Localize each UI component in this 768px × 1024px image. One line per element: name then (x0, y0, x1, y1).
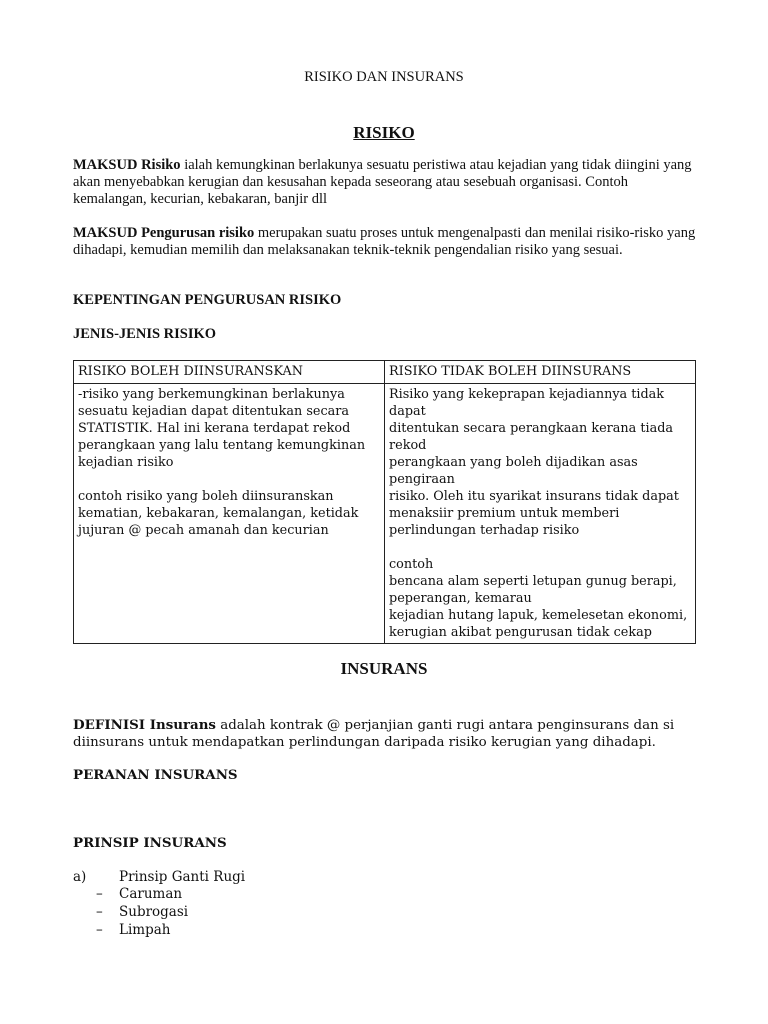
risk-table (73, 360, 696, 644)
text-line: perangkaan yang lalu tentang kemungkinan (78, 438, 366, 453)
text-line: perangkaan yang boleh dijadikan asas pengiraan (389, 455, 638, 487)
text-line: sesuatu kejadian dapat ditentukan secara (78, 404, 350, 419)
dash-marker: – (96, 886, 103, 902)
definisi-paragraph (73, 717, 703, 751)
text-line: Risiko yang kekeprapan kejadiannya tidak dapat (389, 387, 665, 419)
definisi-label: DEFINISI Insurans (73, 717, 216, 733)
dash-marker: – (96, 922, 103, 938)
text-line: risiko. Oleh itu syarikat insurans tidak dapat (389, 489, 679, 504)
maksud-risiko-text: ialah kemungkinan berlakunya sesuatu peristiwa atau kejadian yang tidak diingini yang akan menyebabkan kerugian dan kesusahan kepada seseorang atau sesebuah organisasi. Contoh kemalangan, kecurian, kebakaran, banjir dll (73, 157, 692, 207)
maksud-risiko-paragraph (73, 157, 703, 208)
insurable-description (78, 386, 380, 471)
risk-table-header-uninsurable: RISIKO TIDAK BOLEH DIINSURANS (385, 361, 696, 384)
insurable-cell (74, 384, 385, 644)
text-line: kejadian risiko (78, 455, 174, 470)
maksud-risiko-label: MAKSUD Risiko (73, 157, 181, 173)
risk-table-body-row (74, 384, 696, 644)
text-line: peperangan, kemarau (389, 591, 532, 606)
peranan-heading: PERANAN INSURANS (73, 767, 238, 783)
list-item-prinsip-ganti-rugi: Prinsip Ganti Rugi (119, 869, 246, 885)
maksud-pengurusan-label: MAKSUD Pengurusan risiko (73, 225, 255, 241)
insurable-examples (78, 488, 380, 539)
text-line: contoh risiko yang boleh diinsuranskan (78, 489, 334, 504)
risk-table-header-row (74, 361, 696, 384)
text-line: bencana alam seperti letupan gunug berapi, (389, 574, 677, 589)
kepentingan-heading: KEPENTINGAN PENGURUSAN RISIKO (73, 292, 342, 308)
risk-table-header-insurable: RISIKO BOLEH DIINSURANSKAN (74, 361, 385, 384)
definisi-text: adalah kontrak @ perjanjian ganti rugi antara penginsurans dan si diinsurans untuk mendapatkan perlindungan daripada risiko kerugian yang dihadapi. (73, 718, 675, 750)
uninsurable-cell (385, 384, 696, 644)
dash-marker: – (96, 904, 103, 920)
text-line: contoh (389, 557, 434, 572)
insurans-heading: INSURANS (340, 659, 428, 678)
prinsip-heading: PRINSIP INSURANS (73, 835, 227, 851)
uninsurable-description (389, 386, 691, 539)
text-line: perlindungan terhadap risiko (389, 523, 580, 538)
uninsurable-examples (389, 556, 691, 641)
text-line: kerugian akibat pengurusan tidak cekap (389, 625, 652, 640)
maksud-pengurusan-text: merupakan suatu proses untuk mengenalpasti dan menilai risiko-risko yang dihadapi, kemudian memilih dan melaksanakan teknik-teknik pengendalian risiko yang sesuai. (73, 225, 696, 258)
text-line: ditentukan secara perangkaan kerana tiada rekod (389, 421, 674, 453)
text-line: jujuran @ pecah amanah dan kecurian (78, 523, 329, 538)
jenis-heading: JENIS-JENIS RISIKO (73, 326, 217, 342)
text-line: kematian, kebakaran, kemalangan, ketidak (78, 506, 359, 521)
list-item-limpah: Limpah (119, 922, 171, 938)
list-item-caruman: Caruman (119, 886, 183, 902)
text-line: menaksiir premium untuk memberi (389, 506, 620, 521)
maksud-pengurusan-paragraph (73, 225, 703, 259)
text-line: STATISTIK. Hal ini kerana terdapat rekod (78, 421, 351, 436)
text-line: -risiko yang berkemungkinan berlakunya (78, 387, 345, 402)
list-marker: a) (73, 869, 87, 885)
document-title: RISIKO DAN INSURANS (304, 69, 464, 85)
text-line: kejadian hutang lapuk, kemelesetan ekonomi, (389, 608, 688, 623)
risiko-heading: RISIKO (353, 123, 415, 142)
list-item-subrogasi: Subrogasi (119, 904, 189, 920)
